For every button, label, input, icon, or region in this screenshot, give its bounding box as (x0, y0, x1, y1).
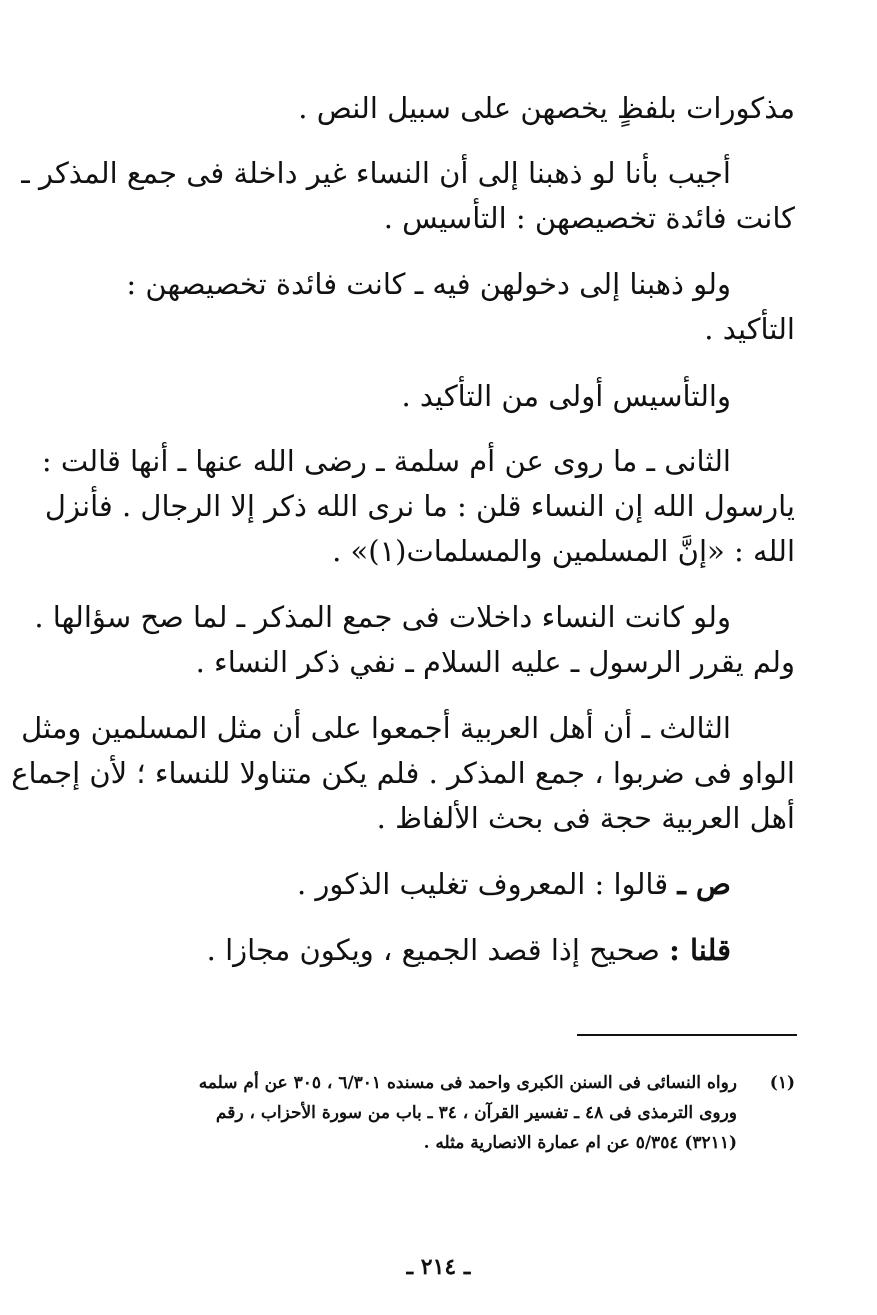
body-line-9: الله : «إنَّ المسلمين والمسلمات(١)» . (332, 534, 795, 568)
page-number: ـ ٢١٤ ـ (406, 1254, 471, 1280)
objection-text: قالوا : المعروف تغليب الذكور . (296, 867, 678, 901)
body-line-10: ولو كانت النساء داخلات فى جمع المذكر ـ لما صح سؤالها . (34, 600, 731, 634)
objection-marker: ص ـ (677, 867, 731, 901)
body-line-13: الواو فى ضربوا ، جمع المذكر . فلم يكن متناولا للنساء ؛ لأن إجماع (11, 756, 795, 790)
body-line-2: أجيب بأنا لو ذهبنا إلى أن النساء غير داخلة فى جمع المذكر ـ (21, 156, 731, 190)
body-line-6: والتأسيس أولى من التأكيد . (401, 379, 731, 413)
body-line-8: يارسول الله إن النساء قلن : ما نرى الله ذكر إلا الرجال . فأنزل (44, 489, 795, 523)
reply-line (207, 930, 731, 970)
footnote-line-1: رواه النسائى فى السنن الكبرى واحمد فى مسنده ٦/٣٠١ ، ٣٠٥ عن أم سلمه (198, 1073, 737, 1093)
body-line-3: كانت فائدة تخصيصهن : التأسيس . (383, 201, 795, 235)
body-line-14: أهل العربية حجة فى بحث الألفاظ . (376, 801, 795, 835)
body-line-12: الثالث ـ أن أهل العربية أجمعوا على أن مثل المسلمين ومثل (21, 711, 731, 745)
body-line-1: مذكورات بلفظٍ يخصهن على سبيل النص . (298, 91, 795, 125)
reply-text: صحيح إذا قصد الجميع ، ويكون مجازا . (206, 933, 670, 967)
body-line-5: التأكيد . (704, 312, 795, 346)
objection-line (297, 864, 731, 904)
footnote-separator (577, 1034, 797, 1036)
body-line-11: ولم يقرر الرسول ـ عليه السلام ـ نفي ذكر النساء . (195, 645, 795, 679)
reply-marker: قلنا : (669, 933, 731, 967)
footnote-line-3: (٣٢١١) ٥/٣٥٤ عن ام عمارة الانصارية مثله . (423, 1133, 737, 1153)
footnote-line-2: وروى الترمذى فى ٤٨ ـ تفسير القرآن ، ٣٤ ـ باب من سورة الأحزاب ، رقم (215, 1103, 737, 1123)
footnote-number: (١) (769, 1073, 795, 1093)
body-line-4: ولو ذهبنا إلى دخولهن فيه ـ كانت فائدة تخصيصهن : (126, 267, 731, 301)
body-line-7: الثانى ـ ما روى عن أم سلمة ـ رضى الله عنها ـ أنها قالت : (41, 444, 731, 478)
